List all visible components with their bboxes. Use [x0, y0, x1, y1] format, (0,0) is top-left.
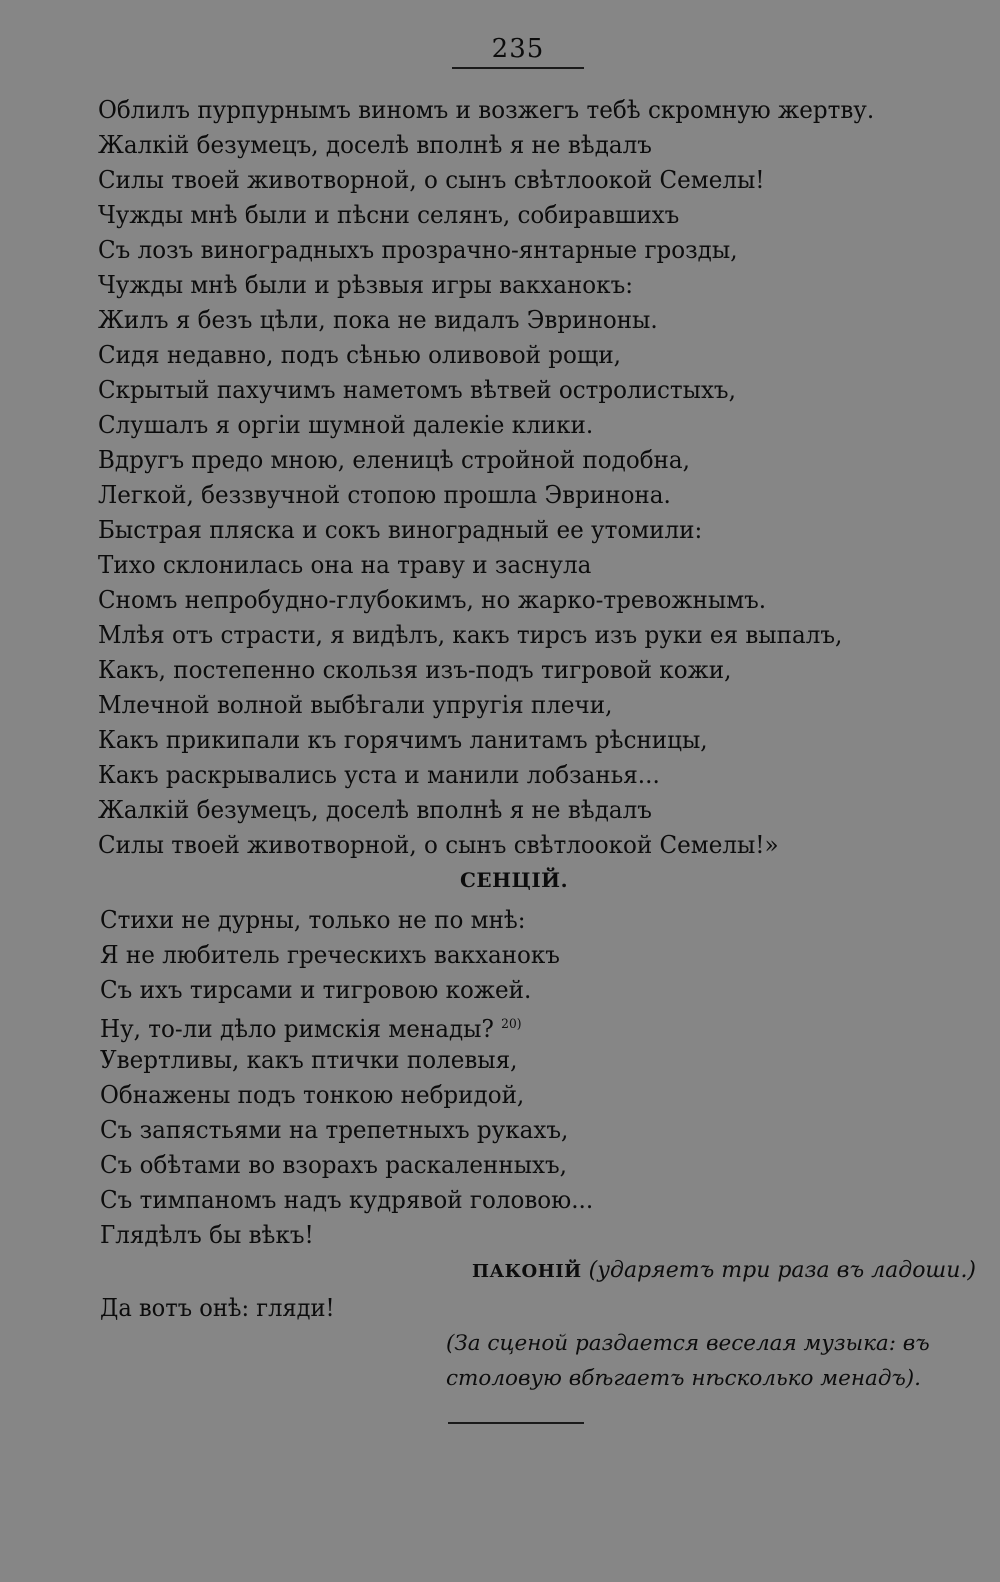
verse-line-with-footnote	[100, 1007, 593, 1042]
verse-line: Съ запястьями на трепетныхъ рукахъ,	[100, 1115, 569, 1144]
verse-line: Увертливы, какъ птички полевыя,	[100, 1045, 518, 1074]
verse-line: Чужды мнѣ были и рѣзвыя игры вакханокъ:	[98, 270, 633, 299]
footnote-marker: 20)	[501, 1017, 522, 1032]
verse-line: Тихо склонилась она на траву и заснула	[98, 550, 592, 579]
verse-line: Быстрая пляска и сокъ виноградный ее утомили:	[98, 515, 703, 544]
verse-line: Какъ раскрывались уста и манили лобзанья...	[98, 760, 660, 789]
verse-line: Легкой, беззвучной стопою прошла Эвринона.	[98, 480, 671, 509]
verse-line: Слушалъ я оргіи шумной далекіе клики.	[98, 410, 594, 439]
verse-line: Съ лозъ виноградныхъ прозрачно-янтарные грозды,	[98, 235, 738, 264]
verse-line: Съ обѣтами во взорахъ раскаленныхъ,	[100, 1150, 567, 1179]
verse-line: Облилъ пурпурнымъ виномъ и возжегъ тебѣ скромную жертву.	[98, 95, 875, 124]
verse-line: Сномъ непробудно-глубокимъ, но жарко-тревожнымъ.	[98, 585, 767, 614]
pakonii-reply: Да вотъ онѣ: гляди!	[100, 1294, 335, 1322]
verse-line: Млечной волной выбѣгали упругія плечи,	[98, 690, 613, 719]
verse-line: Млѣя отъ страсти, я видѣлъ, какъ тирсъ изъ руки ея выпалъ,	[98, 620, 843, 649]
verse-line: Какъ, постепенно скользя изъ-подъ тигровой кожи,	[98, 655, 732, 684]
verse-line: Чужды мнѣ были и пѣсни селянъ, собиравшихъ	[98, 200, 680, 229]
verse-line: Силы твоей животворной, о сынъ свѣтлоокой Семелы!	[98, 165, 765, 194]
verse-block-2	[100, 902, 625, 1252]
page-number: 235	[491, 34, 545, 64]
verse-line: Вдругъ предо мною, еленицѣ стройной подобна,	[98, 445, 690, 474]
header-rule	[452, 67, 584, 69]
verse-line: Съ тимпаномъ надъ кудрявой головою...	[100, 1185, 594, 1214]
verse-text: Ну, то-ли дѣло римскія менады?	[100, 1014, 494, 1043]
verse-line: Жалкій безумецъ, доселѣ вполнѣ я не вѣдалъ	[98, 795, 652, 824]
verse-line: Я не любитель греческихъ вакханокъ	[100, 940, 560, 969]
verse-line: Глядѣлъ бы вѣкъ!	[100, 1220, 314, 1249]
verse-line: Стихи не дурны, только не по мнѣ:	[100, 905, 526, 934]
verse-line: Сидя недавно, подъ сѣнью оливовой рощи,	[98, 340, 621, 369]
speaker-name-senecius: СЕНЦІЙ.	[459, 868, 569, 892]
verse-block-1	[98, 92, 924, 862]
verse-line: Съ ихъ тирсами и тигровою кожей.	[100, 975, 532, 1004]
stage-direction-inline: (ударяетъ три раза въ ладоши.)	[588, 1258, 977, 1283]
speaker-cue-pakonii	[472, 1258, 976, 1283]
verse-line: Жилъ я безъ цѣли, пока не видалъ Эвриноны.	[98, 305, 658, 334]
speaker-name-pakonii: ПАКОНІЙ	[472, 1261, 582, 1282]
verse-line: Скрытый пахучимъ наметомъ вѣтвей остролистыхъ,	[98, 375, 736, 404]
verse-line: Какъ прикипали къ горячимъ ланитамъ рѣсницы,	[98, 725, 708, 754]
verse-line: Силы твоей животворной, о сынъ свѣтлоокой Семелы!»	[98, 830, 779, 859]
verse-line: Жалкій безумецъ, доселѣ вполнѣ я не вѣдалъ	[98, 130, 652, 159]
verse-line: Обнажены подъ тонкою небридой,	[100, 1080, 525, 1109]
stage-direction: (За сценой раздается веселая музыка: въ столовую вбѣгаетъ нѣсколько менадъ).	[446, 1331, 930, 1391]
closing-rule	[448, 1422, 584, 1424]
